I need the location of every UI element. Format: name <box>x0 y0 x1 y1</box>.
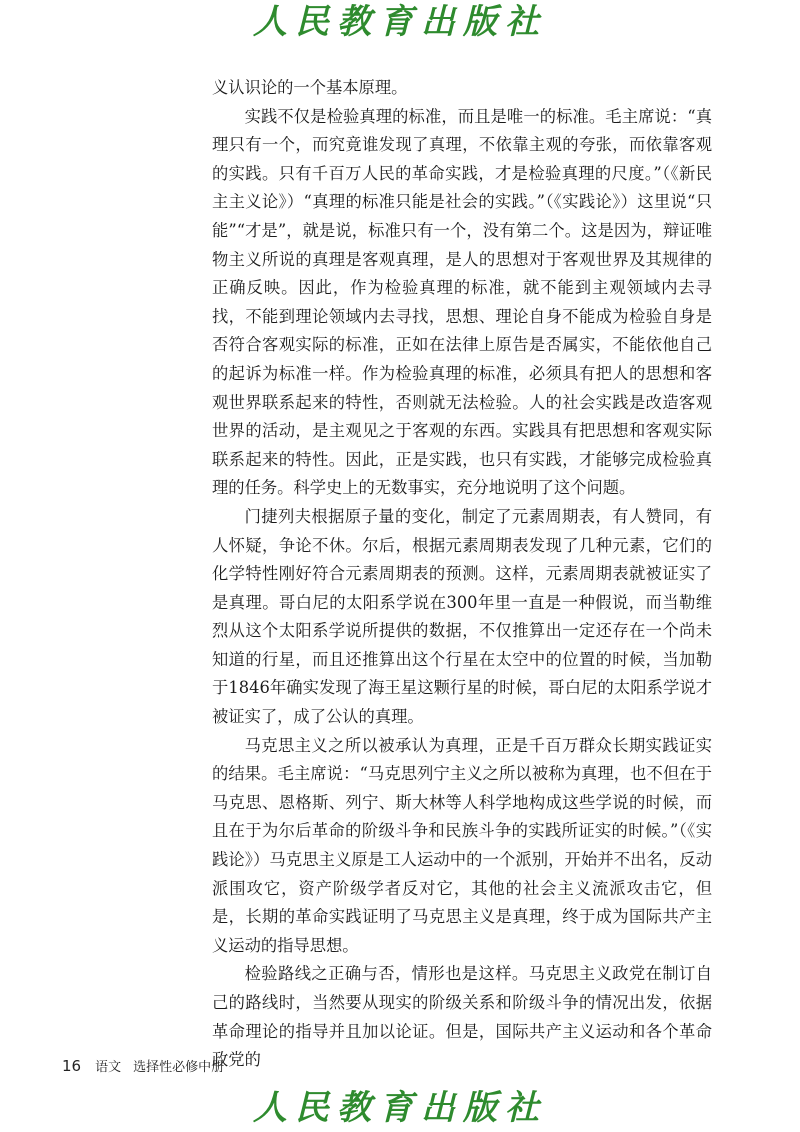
paragraph: 门捷列夫根据原子量的变化，制定了元素周期表，有人赞同，有人怀疑，争论不休。尔后，根据元素周期表发现了几种元素，它们的化学特性刚好符合元素周期表的预测。这样，元素周期表就被证实了是真理。哥白尼的太阳系学说在300年里一直是一种假说，而当勒维烈从这个太阳系学说所提供的数据，不仅推算出一定还存在一个尚未知道的行星，而且还推算出这个行星在太空中的位置的时候，当加勒于1846年确实发现了海王星这颗行星的时候，哥白尼的太阳系学说才被证实了，成了公认的真理。 <box>212 506 712 727</box>
publisher-logo-bottom: 人民教育出版社 <box>253 1088 547 1128</box>
publisher-logo-top: 人民教育出版社 <box>253 2 547 42</box>
paragraph: 检验路线之正确与否，情形也是这样。马克思主义政党在制订自己的路线时，当然要从现实的阶级关系和阶级斗争的情况出发，依据革命理论的指导并且加以论证。但是，国际共产主义运动和各个革命政党的 <box>212 964 712 1070</box>
paragraph-continued: 义认识论的一个基本原理。 <box>212 78 408 97</box>
page-number: 16 <box>62 1057 82 1075</box>
paragraph: 马克思主义之所以被承认为真理，正是千百万群众长期实践证实的结果。毛主席说：“马克思列宁主义之所以被称为真理，也不但在于马克思、恩格斯、列宁、斯大林等人科学地构成这些学说的时候，而且在于为尔后革命的阶级斗争和民族斗争的实践所证实的时候。”（《实践论》）马克思主义原是工人运动中的一个派别，开始并不出名，反动派围攻它，资产阶级学者反对它，其他的社会主义流派攻击它，但是，长期的革命实践证明了马克思主义是真理，终于成为国际共产主义运动的指导思想。 <box>212 735 712 955</box>
footer-book-title: 选择性必修中册 <box>133 1060 225 1075</box>
footer-subject: 语文 <box>95 1060 122 1075</box>
paragraph: 实践不仅是检验真理的标准，而且是唯一的标准。毛主席说：“真理只有一个，而究竟谁发现了真理，不依靠主观的夸张，而依靠客观的实践。只有千百万人民的革命实践，才是检验真理的尺度。”（《新民主主义论》）“真理的标准只能是社会的实践。”（《实践论》）这里说“只能”“才是”，就是说，标准只有一个，没有第二个。这是因为，辩证唯物主义所说的真理是客观真理，是人的思想对于客观世界及其规律的正确反映。因此，作为检验真理的标准，就不能到主观领域内去寻找，不能到理论领域内去寻找，思想、理论自身不能成为检验自身是否符合客观实际的标准，正如在法律上原告是否属实，不能依他自己的起诉为标准一样。作为检验真理的标准，必须具有把人的思想和客观世界联系起来的特性，否则就无法检验。人的社会实践是改造客观世界的活动，是主观见之于客观的东西。实践具有把思想和客观实际联系起来的特性。因此，正是实践，也只有实践，才能够完成检验真理的任务。科学史上的无数事实，充分地说明了这个问题。 <box>212 106 712 498</box>
page-footer <box>62 1057 224 1077</box>
page-body <box>212 74 712 1075</box>
